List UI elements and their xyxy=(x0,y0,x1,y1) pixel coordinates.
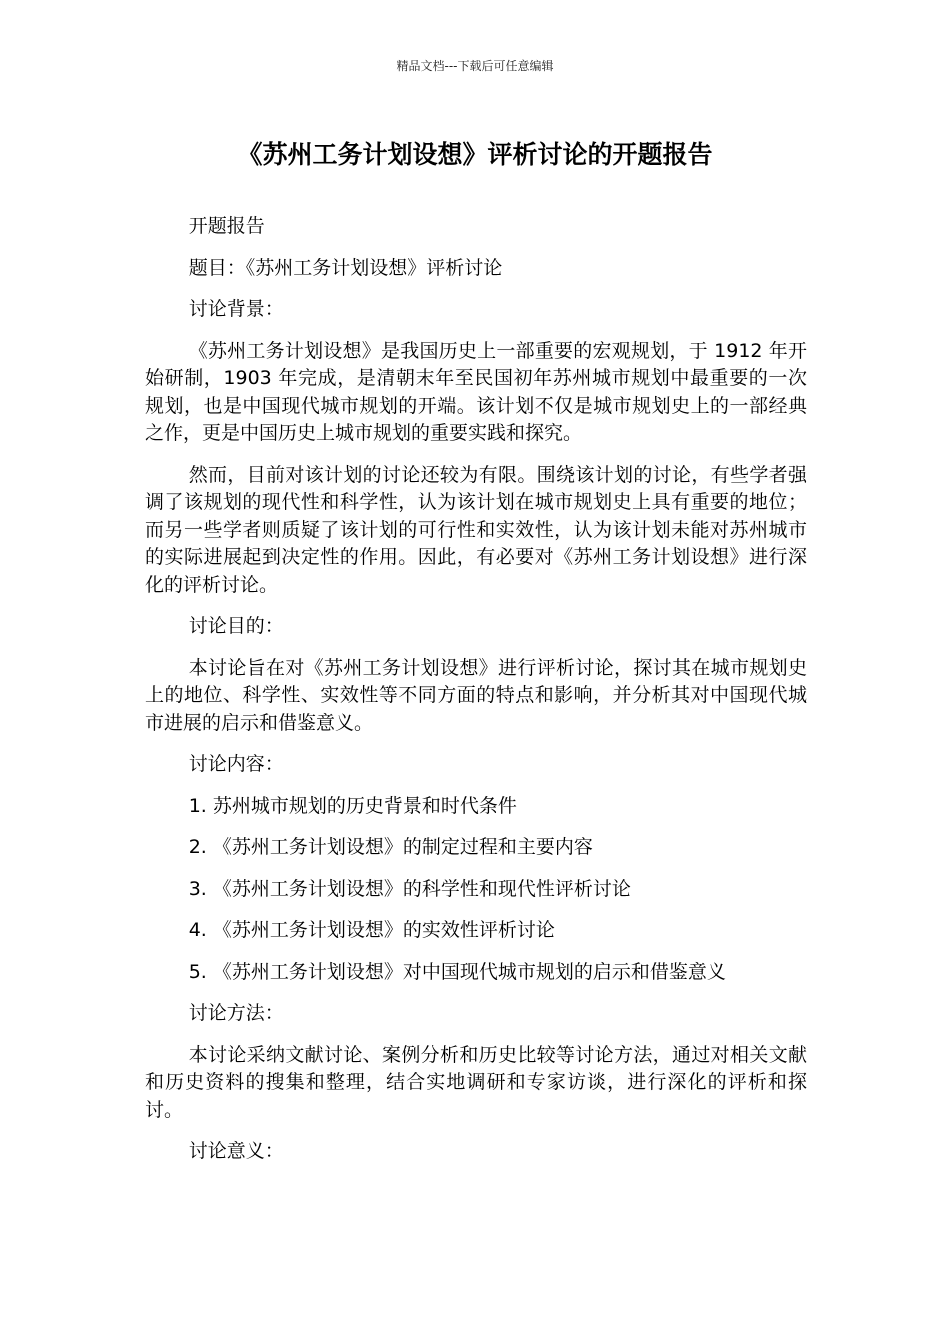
content-item-5: 5. 《苏州工务计划设想》对中国现代城市规划的启示和借鉴意义 xyxy=(188,960,726,983)
topic-line: 题目：《苏州工务计划设想》评析讨论 xyxy=(188,256,503,279)
background-heading: 讨论背景： xyxy=(188,298,284,320)
document-title: 《苏州工务计划设想》评析讨论的开题报告 xyxy=(237,140,713,169)
content-item-3: 3. 《苏州工务计划设想》的科学性和现代性评析讨论 xyxy=(188,877,631,900)
purpose-paragraph: 本讨论旨在对《苏州工务计划设想》进行评析讨论，探讨其在城市规划史上的地位、科学性、实效性等不同方面的特点和影响，并分析其对中国现代城市进展的启示和借鉴意义。 xyxy=(145,656,807,734)
background-paragraph-2: 然而，目前对该计划的讨论还较为有限。围绕该计划的讨论，有些学者强调了该规划的现代性和科学性，认为该计划在城市规划史上具有重要的地位；而另一些学者则质疑了该计划的可行性和实效性，认为该计划未能对苏州城市的实际进展起到决定性的作用。因此，有必要对《苏州工务计划设想》进行深化的评析讨论。 xyxy=(145,463,807,596)
header-note: 精品文档---下载后可任意编辑 xyxy=(396,59,554,73)
purpose-heading: 讨论目的： xyxy=(188,615,284,637)
content-item-4: 4. 《苏州工务计划设想》的实效性评析讨论 xyxy=(188,919,555,941)
method-paragraph: 本讨论采纳文献讨论、案例分析和历史比较等讨论方法，通过对相关文献和历史资料的搜集和整理，结合实地调研和专家访谈，进行深化的评析和探讨。 xyxy=(145,1043,807,1121)
document-body xyxy=(145,213,807,1180)
method-heading: 讨论方法： xyxy=(188,1002,284,1024)
content-item-2: 2. 《苏州工务计划设想》的制定过程和主要内容 xyxy=(188,836,593,858)
significance-heading: 讨论意义： xyxy=(188,1140,284,1162)
content-heading: 讨论内容： xyxy=(188,753,284,775)
background-paragraph-1: 《苏州工务计划设想》是我国历史上一部重要的宏观规划，于 1912 年开始研制，1903 年完成，是清朝末年至民国初年苏州城市规划中最重要的一次规划，也是中国现代城市规划的开端。该计划不仅是城市规划史上的一部经典之作，更是中国历史上城市规划的重要实践和探究。 xyxy=(145,339,807,444)
report-heading: 开题报告 xyxy=(188,215,265,237)
content-item-1: 1. 苏州城市规划的历史背景和时代条件 xyxy=(188,794,517,817)
